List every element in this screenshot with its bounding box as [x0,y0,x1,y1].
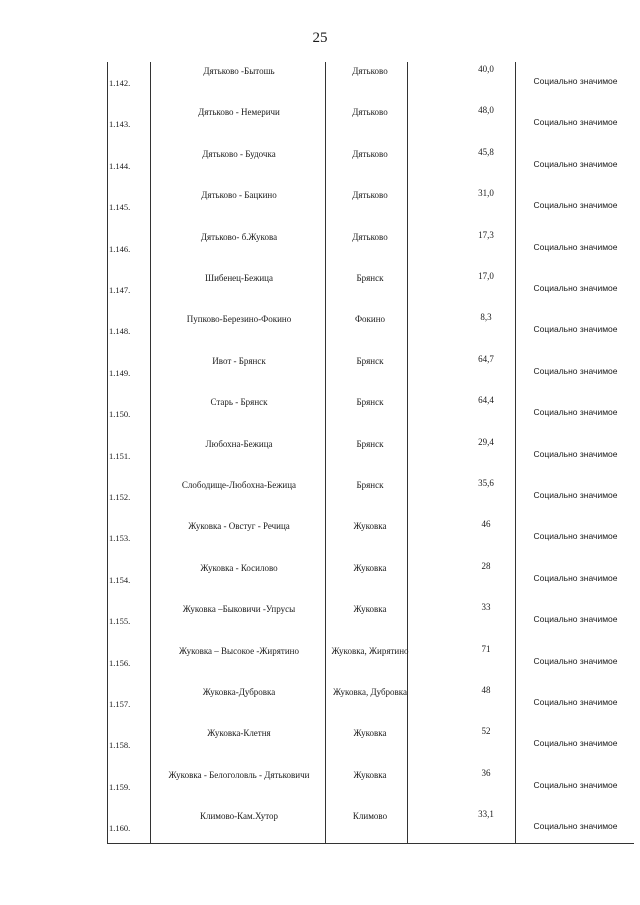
route-name: Пупково-Березино-Фокино [186,314,292,325]
route-length: 46 [481,519,491,530]
route-length: 17,0 [478,271,494,281]
route-length: 8,3 [480,312,492,323]
route-name: Дятьково - Немеричи [198,107,280,118]
route-name: Старь - Брянск [210,397,268,408]
carrier-city: Фокино [354,314,386,325]
table-row [107,600,634,641]
row-number: 1.160. [109,823,131,834]
route-length: 33,1 [478,809,494,820]
table-row [107,62,634,103]
row-number: 1.151. [109,450,131,461]
table-row [107,393,634,434]
carrier-city: Жуковка [353,728,387,739]
route-status: Социально значимое [533,697,618,707]
row-number: 1.146. [109,243,131,254]
table-row [107,476,634,517]
table-row [107,352,634,393]
table-row [107,145,634,186]
row-number: 1.145. [109,202,131,213]
route-name: Жуковка-Дубровка [202,687,276,697]
carrier-city: Брянск [356,397,384,408]
route-length: 48 [481,685,491,695]
row-number: 1.147. [109,285,131,295]
route-status: Социально значимое [533,531,618,542]
route-name: Любохна-Бежица [205,438,273,449]
row-number: 1.154. [109,574,131,585]
route-length: 64,4 [478,395,494,406]
route-name: Жуковка - Овстуг - Речица [188,521,290,532]
carrier-city: Жуковка, Жирятино [331,645,409,656]
route-name: Ивот - Брянск [212,355,266,366]
carrier-city: Брянск [356,355,384,366]
carrier-city: Дятьково [352,231,388,242]
route-name: Шибенец-Бежица [205,273,273,283]
carrier-city: Брянск [356,480,384,490]
route-length: 17,3 [478,229,494,240]
carrier-city: Климово [352,811,388,822]
row-number: 1.152. [109,492,131,502]
row-number: 1.155. [109,616,131,627]
route-length: 29,4 [478,436,494,447]
row-number: 1.148. [109,326,131,337]
routes-table [107,62,634,844]
route-status: Социально значимое [533,655,618,666]
route-name: Слободище-Любохна-Бежица [181,480,297,490]
route-status: Социально значимое [533,407,618,418]
row-number: 1.142. [109,78,131,88]
carrier-city: Жуковка, Дубровка [332,687,408,697]
route-name: Дятьково- б.Жукова [200,231,278,242]
carrier-city: Жуковка [353,604,387,615]
route-length: 35,6 [478,478,494,488]
route-status: Социально значимое [533,117,618,128]
route-length: 64,7 [478,353,494,364]
table-row [107,517,634,558]
carrier-city: Жуковка [353,521,387,532]
row-number: 1.158. [109,740,131,751]
route-length: 36 [481,767,491,778]
carrier-city: Жуковка [353,769,387,780]
table-row [107,724,634,765]
route-name: Жуковка-Клетня [207,728,271,739]
table-row [107,435,634,476]
route-length: 45,8 [478,146,494,157]
route-status: Социально значимое [533,821,618,832]
route-name: Климово-Кам.Хутор [199,811,279,822]
carrier-city: Брянск [356,273,384,283]
route-name: Жуковка - Косилово [200,562,278,573]
route-name: Дятьково - Бацкино [201,190,277,201]
carrier-city: Дятьково [352,107,388,118]
route-length: 31,0 [478,188,494,199]
route-status: Социально значимое [533,283,618,293]
carrier-city: Дятьково [352,66,388,76]
carrier-city: Дятьково [352,148,388,159]
table-row [107,269,634,310]
table-row [107,228,634,269]
route-length: 33 [481,602,491,613]
route-status: Социально значимое [533,779,618,790]
route-status: Социально значимое [533,241,618,252]
route-name: Жуковка –Быковичи -Упрусы [182,604,296,615]
route-name: Жуковка – Высокое -Жирятино [179,645,299,656]
table-row [107,683,634,724]
carrier-city: Дятьково [352,190,388,201]
route-status: Социально значимое [533,572,618,583]
route-status: Социально значимое [533,490,618,500]
row-number: 1.156. [109,657,131,668]
route-length: 71 [481,643,491,654]
row-number: 1.159. [109,781,131,792]
table-row [107,807,634,848]
row-number: 1.150. [109,409,131,420]
row-number: 1.157. [109,699,131,709]
route-status: Социально значимое [533,614,618,625]
route-status: Социально значимое [533,324,618,335]
table-row [107,559,634,600]
route-status: Социально значимое [533,738,618,749]
route-name: Дятьково - Будочка [202,148,276,159]
route-status: Социально значимое [533,448,618,459]
row-number: 1.143. [109,119,131,130]
table-row [107,766,634,807]
table-row [107,103,634,144]
carrier-city: Жуковка [353,562,387,573]
route-length: 28 [481,560,491,571]
route-status: Социально значимое [533,158,618,169]
route-status: Социально значимое [533,365,618,376]
route-length: 40,0 [478,64,494,74]
route-name: Дятьково -Бытошь [203,66,275,76]
page-number: 25 [312,30,328,46]
row-number: 1.153. [109,533,131,544]
row-number: 1.149. [109,367,131,378]
row-number: 1.144. [109,160,131,171]
table-row [107,642,634,683]
route-length: 48,0 [478,105,494,116]
route-name: Жуковка - Белоголовль - Дятьковичи [168,769,310,780]
route-status: Социально значимое [533,76,618,86]
table-row [107,310,634,351]
carrier-city: Брянск [356,438,384,449]
route-status: Социально значимое [533,200,618,211]
route-length: 52 [481,726,491,737]
table-row [107,186,634,227]
